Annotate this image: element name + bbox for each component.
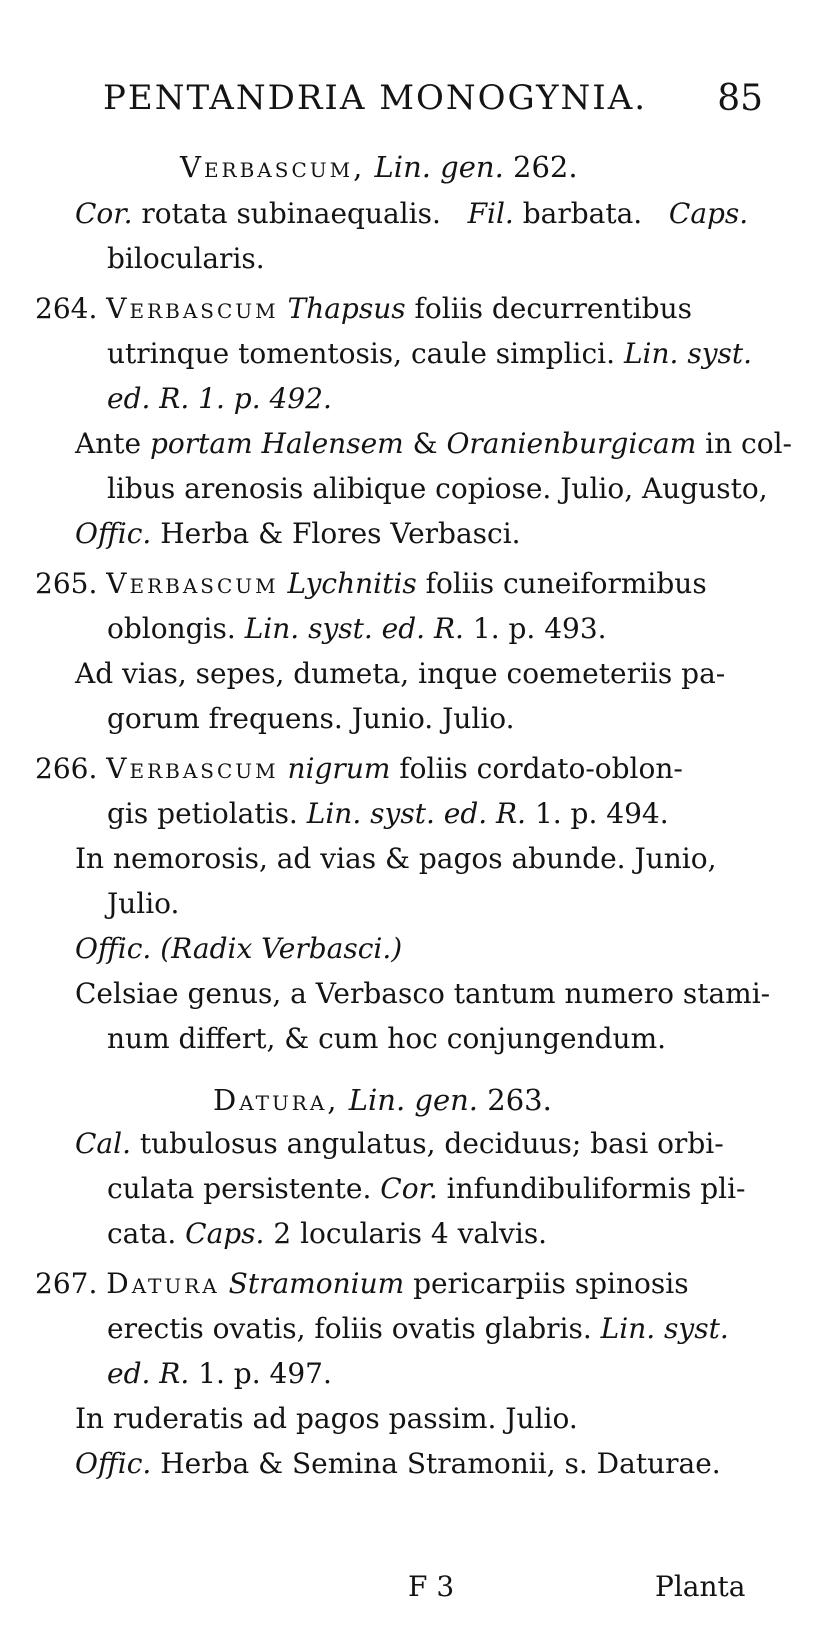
habitat-line: In ruderatis ad pagos passim. Julio. <box>75 1402 578 1435</box>
entry-line: gis petiolatis. Lin. syst. ed. R. 1. p. 494. <box>107 797 669 830</box>
habitat-line: gorum frequens. Junio. Julio. <box>107 702 515 735</box>
genus-character-line: culata persistente. Cor. infundibuliformis pli- <box>107 1172 746 1205</box>
entry-line: oblongis. Lin. syst. ed. R. 1. p. 493. <box>107 612 607 645</box>
species-entry-267: 267. Datura Stramonium pericarpiis spinosis <box>35 1267 689 1300</box>
genus-character-line: bilocularis. <box>107 242 265 275</box>
habitat-line: Ante portam Halensem & Oranienburgicam in col- <box>75 427 792 460</box>
species-entry-264: 264. Verbascum Thapsus foliis decurrentibus <box>35 292 693 325</box>
genus-character-line: Cal. tubulosus angulatus, deciduus; basi orbi- <box>75 1127 724 1160</box>
header-title: PENTANDRIA MONOGYNIA. <box>103 78 648 118</box>
officinal-line: Offic. (Radix Verbasci.) <box>75 932 403 965</box>
genus-heading-verbascum: Verbascum, Lin. gen. 262. <box>180 150 578 184</box>
habitat-line: Julio. <box>107 887 180 920</box>
habitat-line: Ad vias, sepes, dumeta, inque coemeteriis pa- <box>75 657 726 690</box>
note-line: Celsiae genus, a Verbasco tantum numero stami- <box>75 977 771 1010</box>
catchword: Planta <box>655 1570 746 1603</box>
officinal-line: Offic. Herba & Semina Stramonii, s. Daturae. <box>75 1447 721 1480</box>
note-line: num differt, & cum hoc conjungendum. <box>107 1022 667 1055</box>
species-entry-265: 265. Verbascum Lychnitis foliis cuneiformibus <box>35 567 707 600</box>
species-entry-266: 266. Verbascum nigrum foliis cordato-oblon- <box>35 752 683 785</box>
habitat-line: In nemorosis, ad vias & pagos abunde. Junio, <box>75 842 717 875</box>
entry-line: ed. R. 1. p. 497. <box>107 1357 332 1390</box>
entry-line: erectis ovatis, foliis ovatis glabris. Lin. syst. <box>107 1312 729 1345</box>
running-header <box>103 78 763 118</box>
habitat-line: libus arenosis alibique copiose. Julio, Augusto, <box>107 472 768 505</box>
officinal-line: Offic. Herba & Flores Verbasci. <box>75 517 521 550</box>
genus-character-line: Cor. rotata subinaequalis. Fil. barbata. Caps. <box>75 197 749 230</box>
signature-mark: F 3 <box>408 1570 455 1603</box>
page-number: 85 <box>717 78 763 119</box>
genus-heading-datura: Datura, Lin. gen. 263. <box>213 1083 552 1117</box>
genus-character-line: cata. Caps. 2 locularis 4 valvis. <box>107 1217 548 1250</box>
entry-line: ed. R. 1. p. 492. <box>107 382 332 415</box>
entry-line: utrinque tomentosis, caule simplici. Lin. syst. <box>107 337 753 370</box>
